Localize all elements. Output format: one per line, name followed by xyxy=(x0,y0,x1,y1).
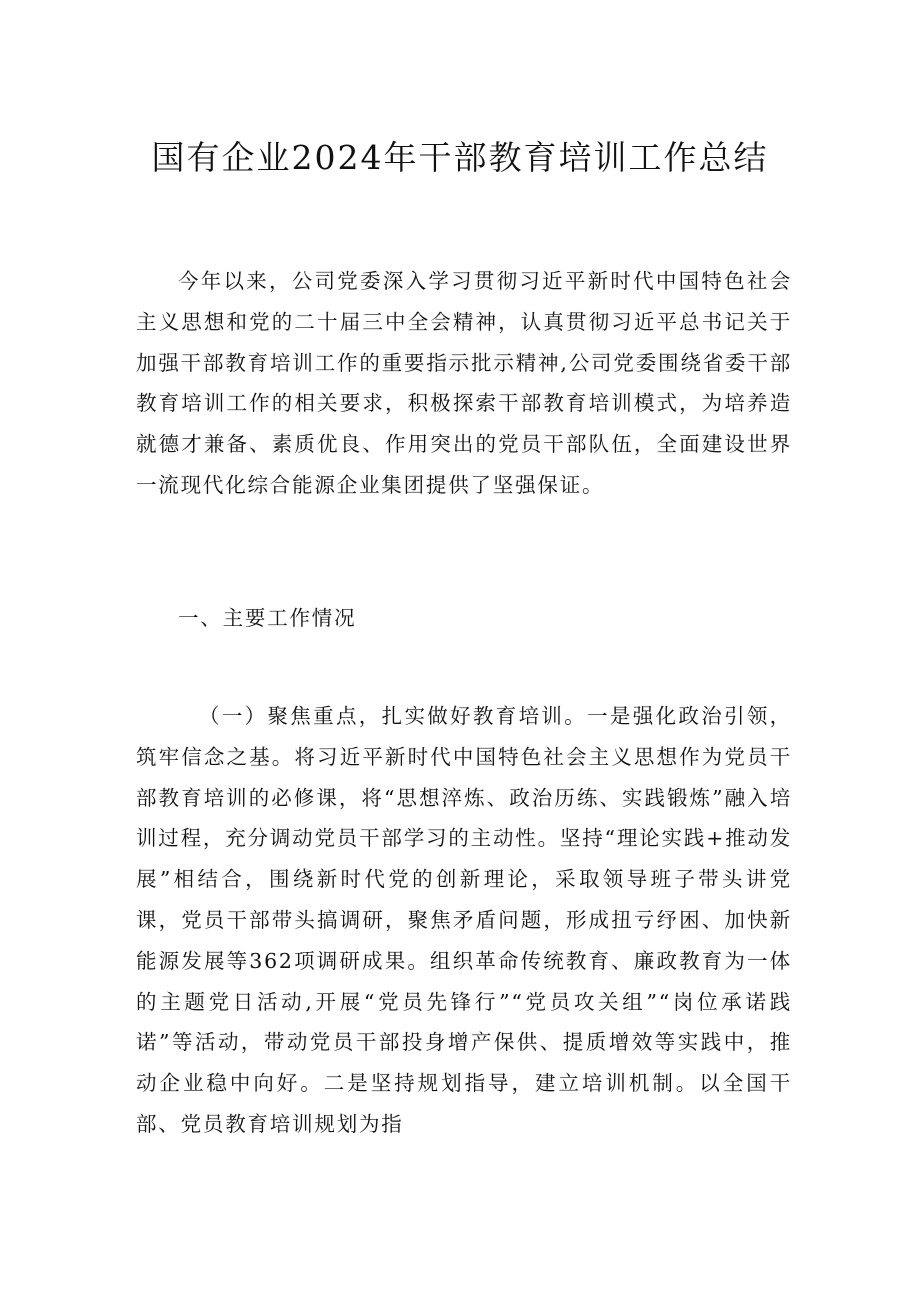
document-title: 国有企业2024年干部教育培训工作总结 xyxy=(151,138,769,177)
section-paragraph: （一）聚焦重点，扎实做好教育培训。一是强化政治引领，筑牢信念之基。将习近平新时代中国特色社会主义思想作为党员干部教育培训的必修课，将“思想淬炼、政治历练、实践锻炼”融入培训过程，充分调动党员干部学习的主动性。坚持“理论实践+推动发展”相结合，围绕新时代党的创新理论，采取领导班子带头讲党课，党员干部带头搞调研，聚焦矛盾问题，形成扭亏纾困、加快新能源发展等362项调研成果。组织革命传统教育、廉政教育为一体的主题党日活动,开展“党员先锋行”“党员攻关组”“岗位承诺践诺”等活动，带动党员干部投身增产保供、提质增效等实践中，推动企业稳中向好。二是坚持规划指导，建立培训机制。以全国干部、党员教育培训规划为指 xyxy=(136,704,792,1136)
intro-paragraph: 今年以来，公司党委深入学习贯彻习近平新时代中国特色社会主义思想和党的二十届三中全会精神，认真贯彻习近平总书记关于加强干部教育培训工作的重要指示批示精神,公司党委围绕省委干部教育培训工作的相关要求，积极探索干部教育培训模式，为培养造就德才兼备、素质优良、作用突出的党员干部队伍，全面建设世界一流现代化综合能源企业集团提供了坚强保证。 xyxy=(136,269,792,497)
section-heading: 一、主要工作情况 xyxy=(178,606,357,630)
